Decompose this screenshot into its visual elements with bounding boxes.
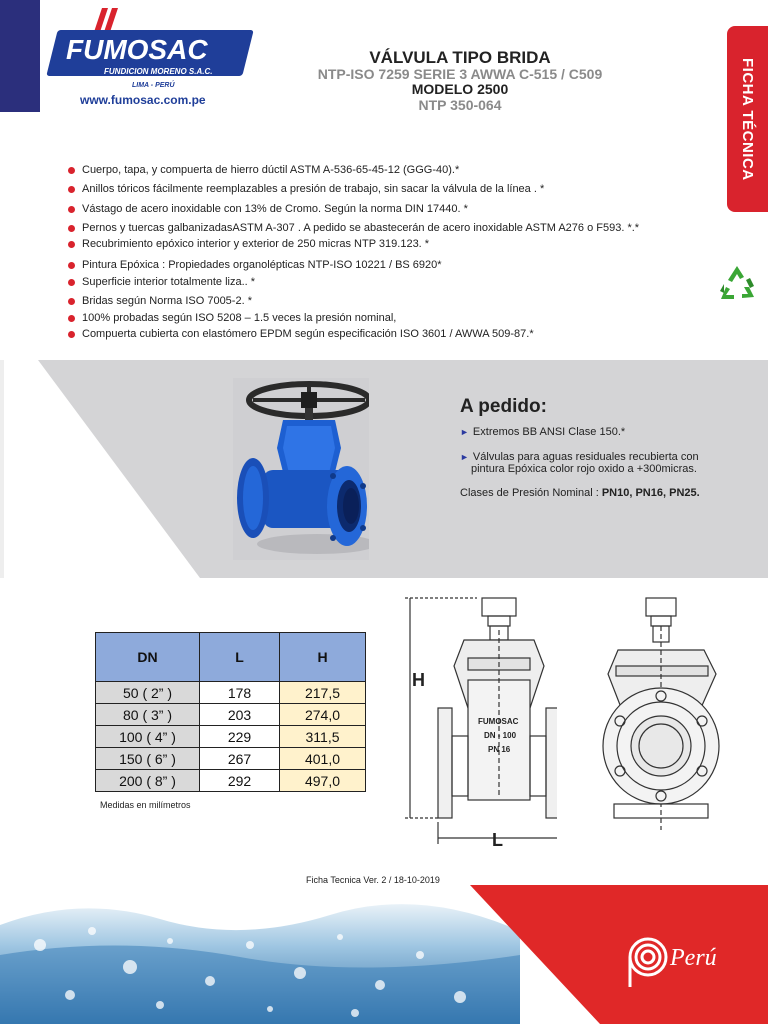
feature-item [68,222,639,234]
side-technical-drawing [600,590,725,850]
table-row [96,726,366,748]
h-dimension-label: H [412,670,425,690]
cell-h: 274,0 [280,704,366,726]
cell-h: 311,5 [280,726,366,748]
dimension-table [95,632,366,792]
bullet-icon [68,315,75,322]
triangle-bullet-icon: ► [460,427,469,437]
water-splash-footer [0,885,768,1024]
on-order-text: Extremos BB ANSI Clase 150.* [472,426,626,438]
cell-dn: 50 ( 2” ) [96,682,200,704]
table-row [96,770,366,792]
bullet-icon [68,262,75,269]
bullet-icon [68,241,75,248]
valve-marking-brand: FUMOSAC [478,717,519,726]
feature-text: 100% probadas según ISO 5208 – 1.5 veces la presión nominal, [82,312,397,324]
feature-item [68,183,544,195]
table-row [96,704,366,726]
logo-wordmark: FUMOSAC [66,34,208,65]
feature-text: Pernos y tuercas galbanizadasASTM A-307 . A pedido se abastecerán de acero inoxidable ASTM A276 o F593. *.* [82,222,640,234]
cell-dn: 200 ( 8” ) [96,770,200,792]
side-tab-label: FICHA TÉCNICA [739,57,756,181]
valve-photo [233,378,369,560]
bullet-icon [68,186,75,193]
feature-text: Compuerta cubierta con elastómero EPDM según especificación ISO 3601 / AWWA 509-87.* [82,328,534,340]
header-h: H [280,633,366,682]
cell-dn: 100 ( 4” ) [96,726,200,748]
table-row [96,682,366,704]
valve-marking-dn: DN - 100 [484,731,517,740]
header-l: L [200,633,280,682]
feature-item [68,312,396,324]
feature-text: Recubrimiento epóxico interior y exterior de 250 micras NTP 319.123. * [82,238,430,250]
feature-item [68,259,442,271]
l-dimension-label: L [492,830,503,850]
feature-item [68,295,252,307]
feature-text: Cuerpo, tapa, y compuerta de hierro dúctil ASTM A-536-65-45-12 (GGG-40).* [82,164,460,176]
logo-location: LIMA - PERÚ [132,82,175,89]
cell-l: 203 [200,704,280,726]
feature-text: Anillos tóricos fácilmente reemplazables a presión de trabajo, sin sacar la válvula de la línea . * [82,183,545,195]
bullet-icon [68,225,75,232]
bullet-icon [68,206,75,213]
feature-text: Bridas según Norma ISO 7005-2. * [82,295,252,307]
front-technical-drawing [402,590,557,850]
bullet-icon [68,167,75,174]
pressure-values: PN10, PN16, PN25. [601,487,700,499]
triangle-bullet-icon: ► [460,452,469,462]
left-accent-bar [0,0,40,112]
cell-h: 217,5 [280,682,366,704]
website-link[interactable]: www.fumosac.com.pe [80,93,206,107]
feature-text: Pintura Epóxica : Propiedades organolépticas NTP-ISO 10221 / BS 6920* [82,259,442,271]
cell-dn: 80 ( 3” ) [96,704,200,726]
feature-text: Vástago de acero inoxidable con 13% de Cromo. Según la norma DIN 17440. * [82,203,468,215]
on-order-item-continued: pintura Epóxica color rojo oxido a +300micras. [471,463,697,475]
feature-item [68,164,459,176]
cell-h: 497,0 [280,770,366,792]
table-header-row [96,633,366,682]
side-tab-label-wrap [727,26,768,212]
feature-item [68,328,534,340]
feature-item [68,203,468,215]
cell-h: 401,0 [280,748,366,770]
header-dn: DN [96,633,200,682]
cell-l: 229 [200,726,280,748]
bullet-icon [68,298,75,305]
peru-logo-text: Perú [670,945,717,971]
recycle-icon [716,263,758,303]
bullet-icon [68,279,75,286]
feature-text: Superficie interior totalmente liza.. * [82,276,256,288]
bullet-icon [68,331,75,338]
on-order-title: A pedido: [460,396,547,417]
on-order-text: Válvulas para aguas residuales recubierta con [472,451,699,463]
feature-item [68,238,429,250]
cell-l: 267 [200,748,280,770]
standard-subtitle: NTP-ISO 7259 SERIE 3 AWWA C-515 / C509 [317,66,603,82]
cell-l: 292 [200,770,280,792]
valve-marking-pn: PN 16 [488,745,511,754]
table-note: Medidas en milímetros [100,800,191,810]
version-note: Ficha Tecnica Ver. 2 / 18-10-2019 [306,875,440,885]
model-label: MODELO 2500 [411,81,509,97]
cell-dn: 150 ( 6” ) [96,748,200,770]
page-title: VÁLVULA TIPO BRIDA [369,48,551,67]
on-order-item [460,451,699,463]
table-row [96,748,366,770]
cell-l: 178 [200,682,280,704]
pressure-classes [460,487,700,499]
pressure-label: Clases de Presión Nominal : [460,487,602,499]
ntp-label: NTP 350-064 [418,97,502,113]
feature-item [68,276,255,288]
logo-subtitle: FUNDICION MORENO S.A.C. [104,67,213,76]
on-order-item [460,426,625,438]
